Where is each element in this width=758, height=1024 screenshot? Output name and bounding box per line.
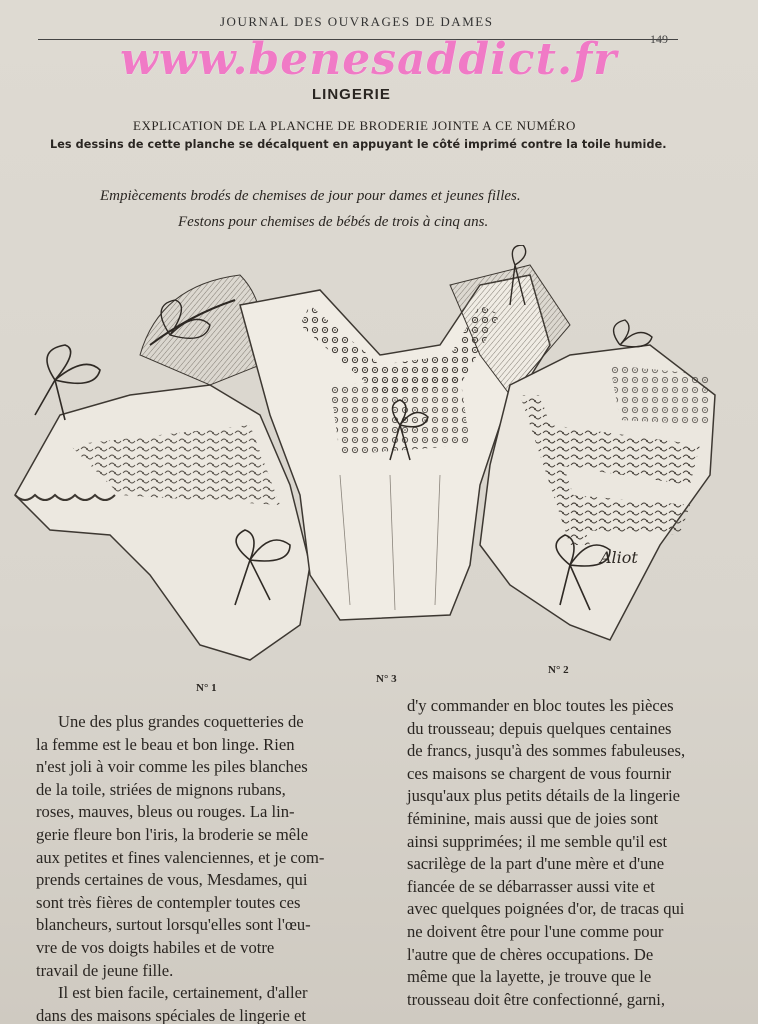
left-text-column (36, 711, 381, 1024)
running-header (0, 12, 758, 46)
monogram: Aliot (600, 548, 638, 567)
section-title: LINGERIE (312, 86, 391, 103)
text-line: du trousseau; depuis quelques centaines (407, 718, 672, 738)
text-line: de la toile, striées de mignons rubans, (36, 779, 286, 799)
text-line: ne doivent être pour l'une comme pour (407, 921, 664, 941)
text-line: ainsi supprimées; il me semble qu'il est (407, 831, 668, 851)
text-line: d'y commander en bloc toutes les pièces (407, 696, 674, 715)
text-line: roses, mauves, bleus ou rouges. La lin- (36, 802, 295, 822)
figure-label-1: N° 1 (196, 682, 217, 694)
page-number: 149 (650, 32, 668, 46)
text-line: gerie fleure bon l'iris, la broderie se mêle (36, 824, 309, 844)
text-line: la femme est le beau et bon linge. Rien (36, 734, 295, 754)
text-line: trousseau doit être confectionné, garni, (407, 989, 666, 1009)
journal-title: JOURNAL DES OUVRAGES DE DAMES (220, 14, 494, 29)
text-line: ces maisons se chargent de vous fournir (407, 763, 672, 783)
text-line: féminine, mais aussi que de joies sont (407, 808, 659, 828)
text-line: prends certaines de vous, Mesdames, qui (36, 870, 308, 890)
text-line: dans des maisons spéciales de lingerie et (36, 1005, 307, 1024)
text-line: blancheurs, surtout lorsqu'elles sont l'œu- (36, 915, 311, 935)
text-line: fiancée de se débarrasser aussi vite et (407, 876, 655, 896)
text-line: n'est joli à voir comme les piles blanches (36, 757, 308, 777)
text-line: Il est bien facile, certainement, d'aller (58, 983, 308, 1003)
text-line: sont très fières de contempler toutes ces (36, 892, 301, 912)
text-line: vre de vos doigts habiles et de votre (36, 937, 275, 957)
text-line: aux petites et fines valenciennes, et je com- (36, 847, 325, 867)
text-line: sacrilège de la part d'une mère et d'une (407, 854, 665, 874)
text-line: avec quelques poignées d'or, de tracas qui (407, 899, 685, 919)
transfer-note: Les dessins de cette planche se décalquent en appuyant le côté imprimé contre la toile humide. (50, 138, 667, 151)
lingerie-engraving (10, 245, 730, 675)
text-line: travail de jeune fille. (36, 960, 174, 980)
figure-label-3: N° 3 (376, 673, 397, 685)
right-text-column (407, 695, 723, 1011)
illustration-caption-line-1: Empiècements brodés de chemises de jour pour dames et jeunes filles. (100, 188, 521, 204)
text-line: Une des plus grandes coquetteries de (58, 712, 304, 731)
explanation-heading: EXPLICATION DE LA PLANCHE DE BRODERIE JOINTE A CE NUMÉRO (133, 118, 576, 133)
text-line: l'autre que de chères occupations. De (407, 944, 654, 964)
figure-label-2: N° 2 (548, 664, 569, 676)
text-line: de francs, jusqu'à des sommes fabuleuses, (407, 741, 686, 761)
text-line: même que la layette, je trouve que le (407, 967, 652, 987)
watermark: www.benesaddict.fr (120, 34, 618, 85)
text-line: jusqu'aux plus petits détails de la lingerie (407, 786, 681, 806)
illustration-caption-line-2: Festons pour chemises de bébés de trois à cinq ans. (178, 214, 489, 230)
